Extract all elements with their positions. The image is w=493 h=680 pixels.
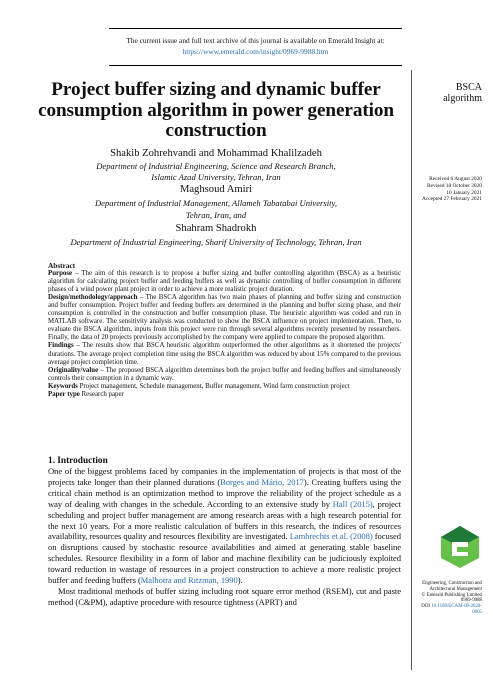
accepted-date: Accepted 27 February 2021	[421, 196, 482, 203]
citation-link[interactable]: Malhotra and Ritzman, 1990	[140, 575, 238, 586]
running-head-line2: algorithm	[443, 93, 482, 104]
received-date: Received 6 August 2020	[429, 176, 482, 182]
author-line-3: Shahram Shadrokh	[175, 223, 257, 234]
publisher: © Emerald Publishing Limited	[421, 592, 482, 598]
abstract-originality	[48, 367, 401, 383]
originality-label: Originality/value	[48, 366, 99, 374]
intro-paragraph-2: Most traditional methods of buffer sizing including root square error method (RSEM), cut and paste method (C&PM), adaptive procedure with resource tightness (APRT) and	[48, 585, 401, 607]
running-head	[420, 82, 482, 104]
abstract-purpose	[48, 270, 401, 294]
journal-name-2: Architectural Management	[429, 586, 482, 592]
article-title: Project buffer sizing and dynamic buffer consumption algorithm in power generation construction	[38, 79, 394, 141]
journal-availability-notice	[109, 28, 402, 66]
margin-divider	[411, 70, 412, 670]
introduction-body	[48, 466, 401, 608]
citation-link[interactable]: Borges and Mário, 2017	[220, 476, 304, 487]
findings-label: Findings	[48, 342, 74, 350]
citation-link[interactable]: Hall (2015)	[332, 498, 373, 509]
article-dates	[412, 176, 482, 203]
purpose-label: Purpose	[48, 270, 73, 278]
revised-date-2: 10 January 2021	[446, 189, 482, 196]
paper-type-text: Research paper	[79, 390, 124, 398]
running-head-line1: BSCA	[455, 82, 482, 93]
abstract	[48, 262, 401, 399]
notice-text: The current issue and full text archive of this journal is available on Emerald Insight at:	[126, 36, 385, 45]
intro-paragraph-1	[48, 466, 401, 586]
affiliation-1: Department of Industrial Engineering, Science and Research Branch,	[96, 161, 336, 171]
author-line-1: Shakib Zohrehvandi and Mohammad Khalilzadeh	[110, 148, 322, 159]
intro-text-1e: ).	[237, 575, 243, 586]
design-label: Design/methodology/approach	[48, 294, 138, 302]
intro-text-1a: One of the biggest problems faced by companies in the implementation of projects is that most of the projects take longer than their planned durations (	[48, 466, 401, 487]
abstract-paper-type	[48, 391, 401, 399]
issn: 0969-9988	[460, 598, 482, 604]
author-line-2: Maghsoud Amiri	[179, 184, 253, 195]
journal-name-1: Engineering, Construction and	[422, 581, 482, 586]
abstract-keywords	[48, 383, 401, 391]
journal-url-link[interactable]: https://www.emerald.com/insight/0969-9988.htm	[182, 47, 329, 56]
affiliation-2b: Tehran, Iran, and	[185, 210, 247, 220]
purpose-text: – The aim of this research is to propose a buffer sizing and buffer controlling algorithm (BSCA) as a heuristic algorithm for calculating project buffer and feeding buffers as well as dynamic controlling of buffer consumption in different phases of a wind power plant project in order to achieve a more realistic project duration.	[48, 270, 401, 294]
intro-text-1c: , project scheduling and project buffer management are among research areas with a high research potential for the next 10 years. For a more realistic calculation of buffers in this research, the indices of resources availability, resources quality and resources flexibility are investigated.	[48, 498, 401, 542]
intro-text-1d: focused on disruptions caused by stochastic resource availabilities and aimed at generating stable baseline schedules. Resource flexibility in a form of labor and machine flexibility can be judiciously exploited toward reduction in wastage of resources in a project construction to achieve a more realistic project buffer and feeding buffers (	[48, 531, 401, 586]
design-text: – The BSCA algorithm has two main phases of planning and buffer sizing and construction and buffer consumption. Project buffer and feeding buffers are determined in the planning and buffer sizing phase, and their consumption is controlled in the construction and buffer consumption phase. The heuristic algorithm was coded and run in MATLAB software. The sensitivity analysis was conducted to show the BSCA influence on project implementation. Then, to evaluate the BSCA algorithm, inputs from this project were run through several algorithms recently presented by researchers. Finally, the data of 20 projects previously accomplished by the company were applied to compare the proposed algorithm.	[48, 294, 401, 342]
findings-text: – The results show that BSCA heuristic algorithm outperformed the other algorithms as it shortened the projects' durations. The average project completion time using the BSCA algorithm was reduced by about 15% compared to the previous average project completion time.	[48, 342, 401, 366]
keywords-text: Project management, Schedule management, Buffer management, Wind farm construction project	[77, 382, 350, 390]
abstract-design	[48, 294, 401, 342]
journal-logo-icon	[438, 525, 482, 569]
affiliation-1b: Islamic Azad University, Tehran, Iran	[151, 172, 281, 182]
doi-label: DOI	[421, 604, 430, 610]
journal-info	[412, 581, 482, 616]
revised-date: Revised 18 October 2020	[427, 182, 482, 189]
originality-text: – The proposed BSCA algorithm determines both the project buffer and feeding buffers and simultaneously controls their consumption in a dynamic way.	[48, 366, 401, 382]
affiliation-2: Department of Industrial Management, Allameh Tabatabai University,	[94, 198, 338, 208]
intro-text-1b: ). Creating buffers using the critical chain method is an optimization method to improve the reliability of the project schedule as a way of dealing with changes in the schedule. According to an extensive study by	[48, 476, 402, 509]
citation-link[interactable]: Lambrechts et al. (2008)	[289, 531, 373, 542]
doi-line	[412, 604, 482, 616]
doi-link[interactable]: 10.1108/ECAM-08-2020-0605	[431, 604, 482, 615]
keywords-label: Keywords	[48, 382, 78, 390]
abstract-findings	[48, 342, 401, 366]
affiliation-3: Department of Industrial Engineering, Sharif University of Technology, Tehran, Iran	[70, 237, 362, 247]
abstract-heading: Abstract	[48, 261, 76, 270]
paper-type-label: Paper type	[48, 390, 80, 398]
section-heading-introduction: 1. Introduction	[48, 456, 108, 466]
